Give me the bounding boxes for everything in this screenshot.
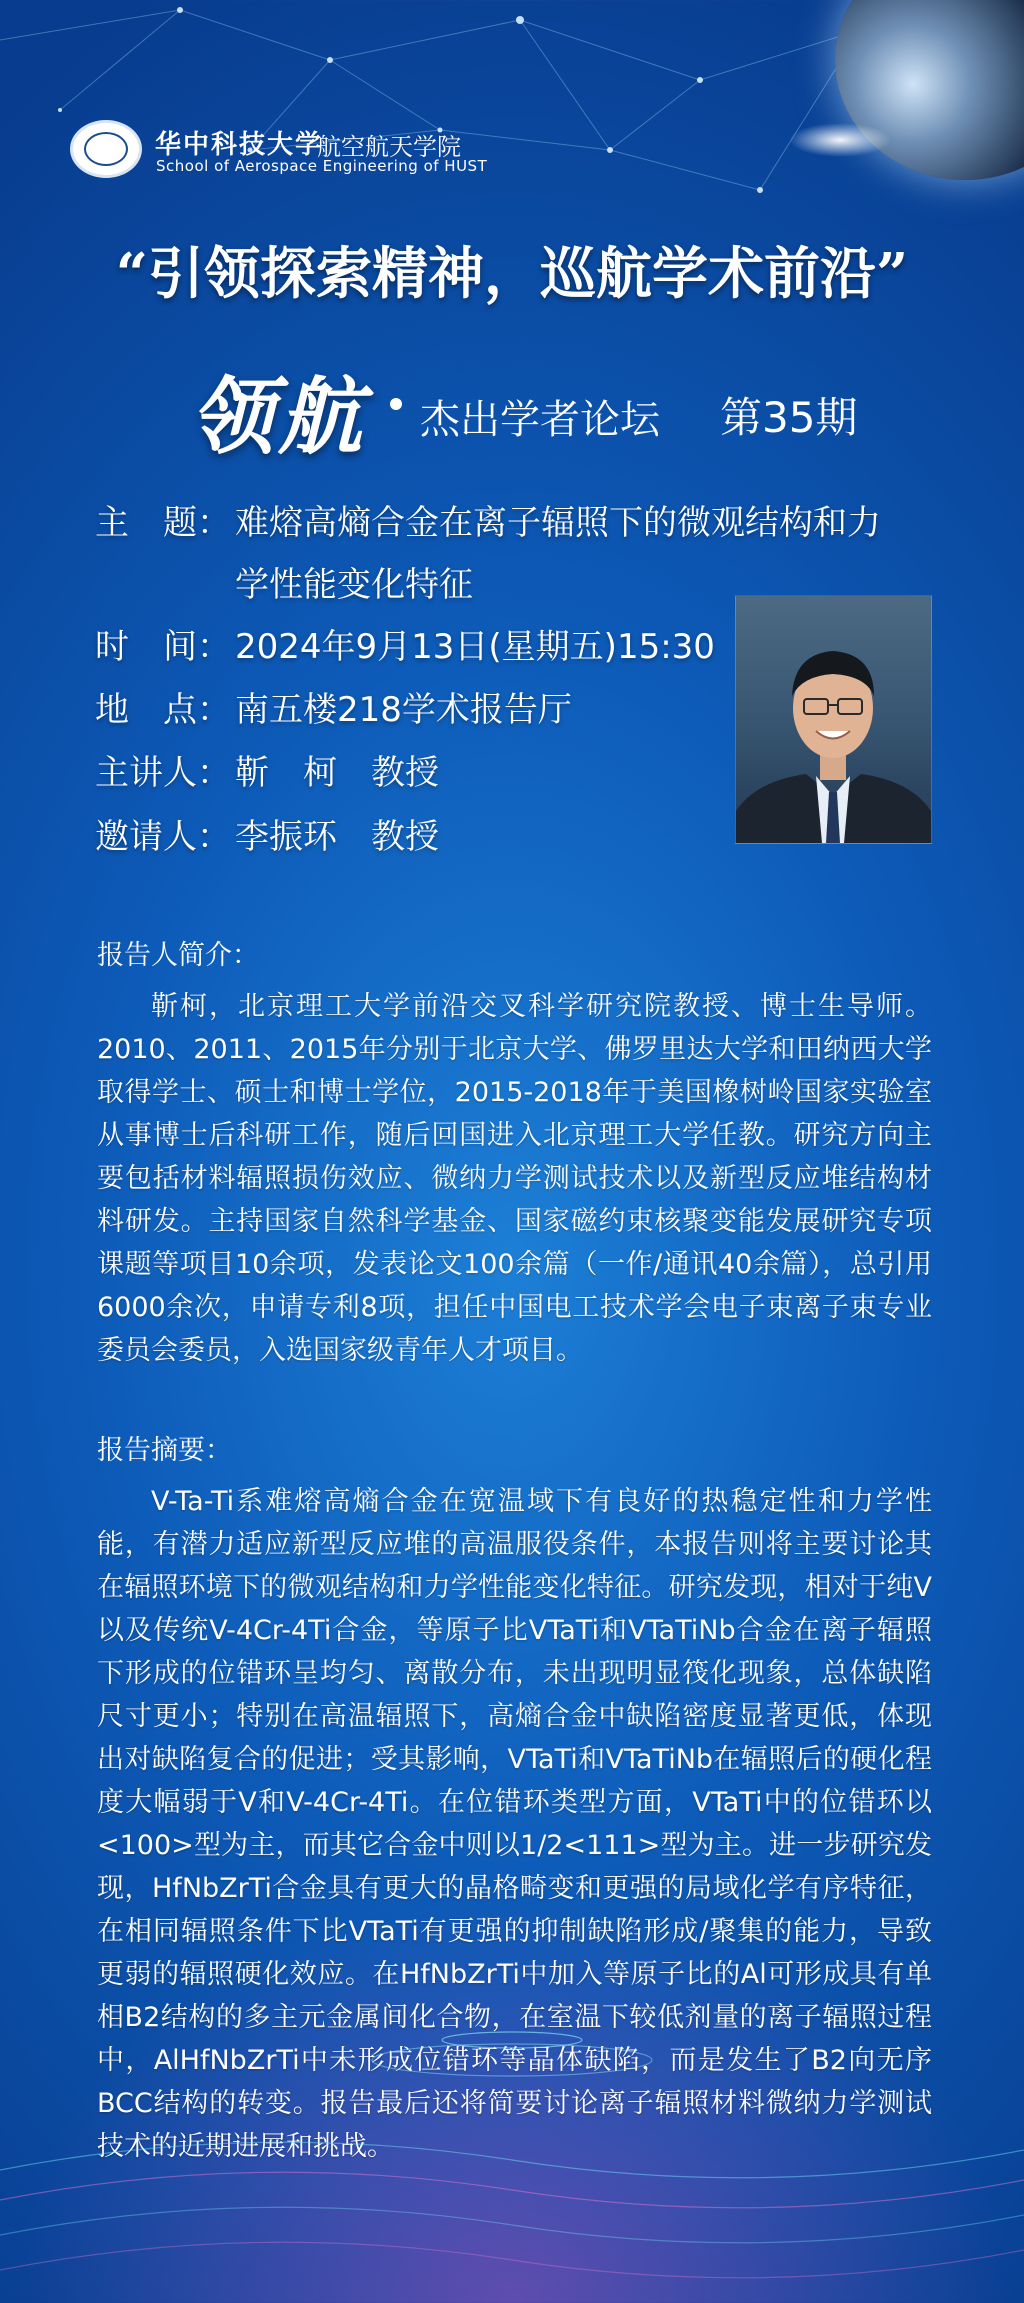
school-name-cn: 华中科技大学 bbox=[155, 130, 324, 160]
school-name-en: School of Aerospace Engineering of HUST bbox=[156, 157, 488, 175]
speaker-photo bbox=[735, 595, 932, 844]
speaker-row bbox=[95, 742, 439, 804]
topic-label: 主 题： bbox=[95, 503, 231, 543]
abstract-title: 报告摘要： bbox=[97, 1435, 232, 1466]
forum-name: 杰出学者论坛 bbox=[420, 397, 660, 443]
topic-row-continued bbox=[235, 554, 473, 616]
topic-value-2: 学性能变化特征 bbox=[235, 565, 473, 605]
inviter-label: 邀请人： bbox=[95, 817, 231, 857]
topic-row bbox=[95, 492, 881, 554]
separator-dot bbox=[390, 398, 402, 410]
issue-number: 第35期 bbox=[720, 393, 858, 442]
time-value: 2024年9月13日(星期五)15:30 bbox=[235, 627, 715, 667]
speaker-value: 靳 柯 教授 bbox=[235, 753, 439, 793]
abstract-text: V-Ta-Ti系难熔高熵合金在宽温域下有良好的热稳定性和力学性能，有潜力适应新型反应堆的高温服役条件，本报告则将主要讨论其在辐照环境下的微观结构和力学性能变化特征。研究发现，相对于纯V以及传统V-4Cr-4Ti合金，等原子比VTaTi和VTaTiNb合金在离子辐照下形成的位错环呈均匀、离散分布，未出现明显筏化现象，总体缺陷尺寸更小；特别在高温辐照下，高熵合金中缺陷密度显著更低，体现出对缺陷复合的促进；受其影响，VTaTi和VTaTiNb在辐照后的硬化程度大幅弱于V和V-4Cr-4Ti。在位错环类型方面，VTaTi中的位错环以<100>型为主，而其它合金中则以1/2<111>型为主。进一步研究发现，HfNbZrTi合金具有更大的晶格畸变和更强的局域化学有序特征，在相同辐照条件下比VTaTi有更强的抑制缺陷形成/聚集的能力，导致更弱的辐照硬化效应。在HfNbZrTi中加入等原子比的Al可形成具有单相B2结构的多主元金属间化合物，在室温下较低剂量的离子辐照过程中，AlHfNbZrTi中未形成位错环等晶体缺陷，而是发生了B2向无序BCC结构的转变。报告最后还将简要讨论离子辐照材料微纳力学测试技术的近期进展和挑战。 bbox=[97, 1486, 932, 2162]
bio-title: 报告人简介： bbox=[97, 940, 259, 971]
bio-text: 靳柯，北京理工大学前沿交叉科学研究院教授、博士生导师。2010、2011、2015年分别于北京大学、佛罗里达大学和田纳西大学取得学士、硕士和博士学位，2015-2018年于美国橡树岭国家实验室从事博士后科研工作，随后回国进入北京理工大学任教。研究方向主要包括材料辐照损伤效应、微纳力学测试技术以及新型反应堆结构材料研发。主持国家自然科学基金、国家磁约束核聚变能发展研究专项课题等项目10余项，发表论文100余篇（一作/通讯40余篇），总引用6000余次，申请专利8项，担任中国电工技术学会电子束离子束专业委员会委员，入选国家级青年人才项目。 bbox=[97, 991, 932, 1366]
place-label: 地 点： bbox=[95, 690, 231, 730]
particle-wave-decoration bbox=[0, 2000, 1024, 2303]
inviter-value: 李振环 教授 bbox=[235, 817, 439, 857]
place-row bbox=[95, 679, 572, 741]
inviter-row bbox=[95, 806, 439, 868]
satellite-glint-decoration bbox=[780, 120, 900, 160]
time-label: 时 间： bbox=[95, 627, 231, 667]
slogan: “引领探索精神，巡航学术前沿” bbox=[115, 241, 909, 307]
college-name-cn: 航空航天学院 bbox=[317, 133, 461, 161]
forum-brand: 领航 bbox=[190, 367, 367, 466]
place-value: 南五楼218学术报告厅 bbox=[235, 690, 572, 730]
speaker-label: 主讲人： bbox=[95, 753, 231, 793]
topic-value: 难熔高熵合金在离子辐照下的微观结构和力 bbox=[235, 503, 881, 543]
university-logo bbox=[70, 120, 142, 178]
time-row bbox=[95, 616, 715, 678]
